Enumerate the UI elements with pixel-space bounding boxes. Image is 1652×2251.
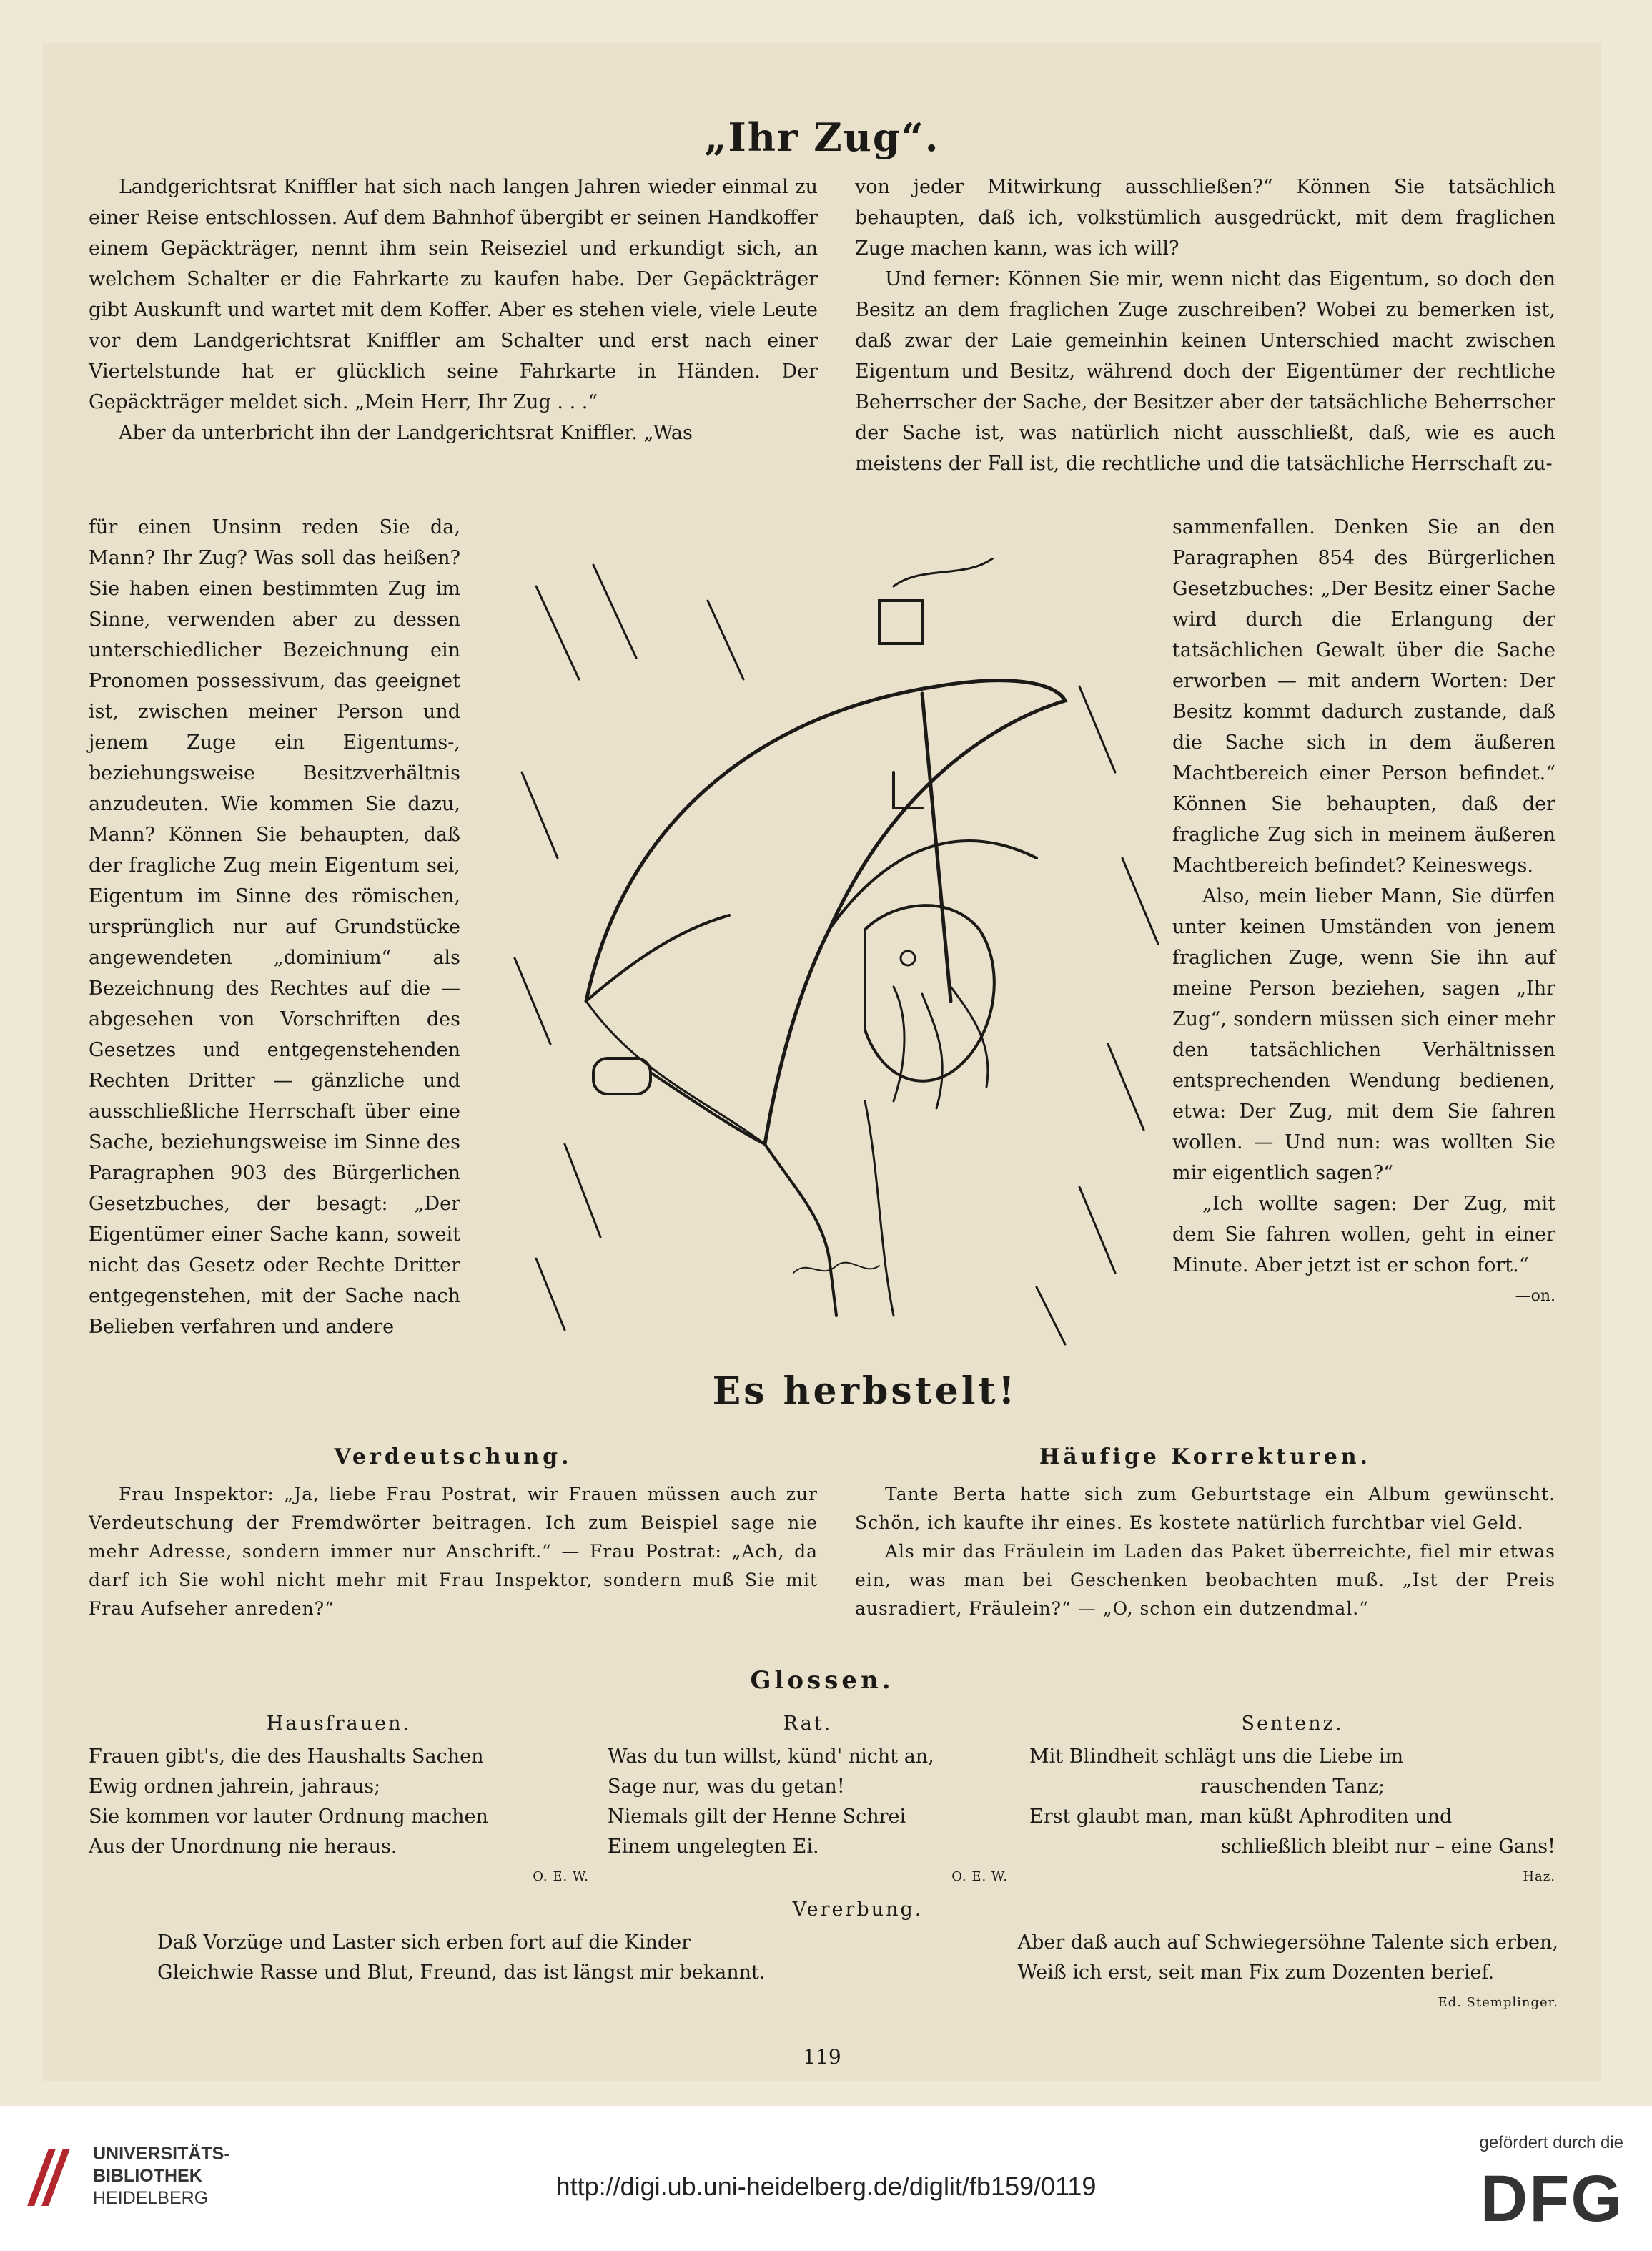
poem-vererbung-title: Vererbung. [792, 1898, 924, 1921]
article-right-column [1172, 512, 1555, 1311]
intro-paragraph-1: Landgerichtsrat Kniffler hat sich nach langen Jahren wieder einmal zu einer Reise entschlossen. Auf dem Bahnhof übergibt er seinen Handkoffer einem Gepäckträger, nennt ihm sein Reiseziel und erkundigt sich, an welchem Schalter er die Fahrkarte zu kaufen habe. Der Gepäckträger gibt Auskunft und wartet mit dem Koffer. Aber es stehen viele, viele Leute vor dem Landgerichtsrat Kniffler am Schalter und erst nach einer Viertelstunde hat er glücklich seine Fahrkarte in Händen. Der Gepäckträger meldet sich. „Mein Herr, Ihr Zug . . .“ [89, 176, 818, 413]
poem-line: Ewig ordnen jahrein, jahraus; [89, 1775, 381, 1798]
illustration-caption: Es herbstelt! [712, 1369, 1018, 1413]
institution-line-3: HEIDELBERG [93, 2188, 209, 2208]
poem-line: Frauen gibt's, die des Haushalts Sachen [89, 1745, 484, 1768]
poem-line: Weiß ich erst, seit man Fix zum Dozenten berief. [1017, 1961, 1495, 1984]
funded-by-text: gefördert durch die [1479, 2133, 1623, 2152]
article-right-top [855, 172, 1555, 479]
poem-hausfrauen-title: Hausfrauen. [266, 1713, 412, 1735]
poem-line: Niemals gilt der Henne Schrei [608, 1806, 906, 1828]
right-top-paragraph-2: Und ferner: Können Sie mir, wenn nicht das Eigentum, so doch den Besitz an dem fraglichen Zuge zuschreiben? Wobei zu bemerken ist, daß zwar der Laie gemeinhin keinen Unterschied macht zwischen Eigentum und Besitz, während doch der Eigentümer der rechtliche Beherrscher der Sache, der Besitzer aber der tatsächliche Beherrscher der Sache ist, was natürlich nicht ausschließt, daß, wie es auch meistens der Fall ist, die rechtliche und die tatsächliche Herrschaft zu- [855, 268, 1555, 475]
korrekturen-paragraph-1: Tante Berta hatte sich zum Geburtstage ein Album gewünscht. Schön, ich kaufte ihr eines. Es kostete natürlich furchtbar viel Geld. [855, 1484, 1555, 1533]
magazine-page [43, 43, 1601, 2081]
poem-author: Haz. [1523, 1869, 1555, 1884]
right-column-paragraph-1: sammenfallen. Denken Sie an den Paragraphen 854 des Bürgerlichen Gesetzbuches: „Der Besitz einer Sache wird durch die Erlangung der tatsächlichen Gewalt über die Sache erworben — mit andern Worten: Der Besitz kommt dadurch zustande, daß die Sache sich in dem äußeren Machtbereich einer Person befindet.“ Können Sie behaupten, daß der fragliche Zug sich in meinem äußeren Machtbereich befindet? Keineswegs. [1172, 516, 1555, 877]
poem-vererbung [157, 1895, 1558, 2018]
poem-hausfrauen [89, 1709, 589, 1892]
poem-line: Mit Blindheit schlägt uns die Liebe im [1029, 1745, 1404, 1768]
right-top-paragraph-1: von jeder Mitwirkung ausschließen?“ Können Sie tatsächlich behaupten, daß ich, volkstümlich ausgedrückt, mit dem fraglichen Zuge machen kann, was ich will? [855, 176, 1555, 260]
poem-author: O. E. W. [533, 1869, 589, 1884]
verdeutschung-title: Verdeutschung. [334, 1444, 573, 1469]
poem-author: Ed. Stemplinger. [1438, 1995, 1558, 2010]
source-url-link[interactable]: http://digi.ub.uni-heidelberg.de/diglit/fb159/0119 [555, 2172, 1097, 2201]
poem-line: Gleichwie Rasse und Blut, Freund, das ist längst mir bekannt. [157, 1961, 766, 1984]
poem-sentenz-title: Sentenz. [1241, 1713, 1344, 1735]
poem-line: schließlich bleibt nur – eine Gans! [1221, 1836, 1555, 1858]
institution-line-1: UNIVERSITÄTS- [93, 2144, 230, 2164]
right-column-paragraph-3: „Ich wollte sagen: Der Zug, mit dem Sie fahren wollen, geht in einer Minute. Aber jetzt ist er schon fort.“ [1172, 1193, 1555, 1276]
poem-line: Einem ungelegten Ei. [608, 1836, 819, 1858]
poem-rat [608, 1709, 1008, 1892]
dfg-logo: DFG [1480, 2162, 1623, 2235]
article-title: „Ihr Zug“. [704, 114, 940, 160]
korrekturen-title: Häufige Korrekturen. [1039, 1444, 1372, 1469]
poem-rat-title: Rat. [783, 1713, 833, 1735]
article-signature: —on. [1515, 1287, 1555, 1305]
institution-line-2: BIBLIOTHEK [93, 2166, 202, 2186]
poem-line: Sie kommen vor lauter Ordnung machen [89, 1806, 488, 1828]
poem-line: Erst glaubt man, man küßt Aphroditen und [1029, 1806, 1453, 1828]
poem-line: Sage nur, was du getan! [608, 1775, 845, 1798]
page-number: 119 [803, 2045, 841, 2069]
poem-line: Aus der Unordnung nie heraus. [89, 1836, 397, 1858]
right-column-paragraph-2: Also, mein lieber Mann, Sie dürfen unter keinen Umständen von jenem fraglichen Zuge, wenn Sie ihn auf meine Person beziehen, sagen „Ihr Zug“, sondern müssen sich einer mehr den tatsächlichen Verhältnissen entsprechenden Wendung bedienen, etwa: Der Zug, mit dem Sie fahren wollen. — Und nun: was wollten Sie mir eigentlich sagen?“ [1172, 885, 1555, 1184]
verdeutschung-text [89, 1480, 818, 1623]
korrekturen-text [855, 1480, 1555, 1623]
footer-bar [0, 2106, 1652, 2251]
article-intro [89, 172, 818, 448]
poem-author: O. E. W. [951, 1869, 1008, 1884]
poem-line: Was du tun willst, künd' nicht an, [608, 1745, 934, 1768]
poem-line: rauschenden Tanz; [1200, 1775, 1385, 1798]
poem-line: Aber daß auch auf Schwiegersöhne Talente sich erben, [1017, 1931, 1558, 1954]
article-left-column [89, 512, 460, 1342]
poem-sentenz [1029, 1709, 1555, 1892]
left-column-text: für einen Unsinn reden Sie da, Mann? Ihr Zug? Was soll das heißen? Sie haben einen bestimmten Zug im Sinne, verwenden aber zu dessen unterschiedlicher Bezeichnung ein Pronomen possessivum, das geeignet ist, zwischen meiner Person und jenem Zuge ein Eigentums-, beziehungsweise Besitzverhältnis anzudeuten. Wie kommen Sie dazu, Mann? Können Sie behaupten, daß der fragliche Zug mein Eigentum sei, Eigentum im Sinne des römischen, ursprünglich nur auf Grundstücke angewendeten „dominium“ als Bezeichnung des Rechtes auf die — abgesehen von Vorschriften des Gesetzes und entgegenstehenden Rechten Dritter — gänzliche und ausschließliche Herrschaft über eine Sache, beziehungsweise im Sinne des Paragraphen 903 des Bürgerlichen Gesetzbuches, der besagt: „Der Eigentümer einer Sache kann, soweit nicht das Gesetz oder Rechte Dritter entgegenstehen, mit der Sache nach Belieben verfahren und andere [89, 516, 460, 1338]
intro-paragraph-2: Aber da unterbricht ihn der Landgerichtsrat Kniffler. „Was [119, 422, 693, 444]
glossen-title: Glossen. [750, 1666, 894, 1695]
korrekturen-paragraph-2: Als mir das Fräulein im Laden das Paket überreichte, fiel mir etwas ein, was man bei Geschenken beobachten muß. „Ist der Preis ausradiert, Fräulein?“ — „O, schon ein dutzendmal.“ [855, 1541, 1555, 1619]
verdeutschung-paragraph: Frau Inspektor: „Ja, liebe Frau Postrat, wir Frauen müssen auch zur Verdeutschung der Fremdwörter beitragen. Ich zum Beispiel sage nie mehr Adresse, sondern immer nur Anschrift.“ — Frau Postrat: „Ach, da darf ich Sie wohl nicht mehr mit Frau Inspektor, sondern muß Sie mit Frau Aufseher anreden?“ [89, 1484, 818, 1619]
umbrella-illustration [493, 558, 1194, 1366]
poem-line: Daß Vorzüge und Laster sich erben fort auf die Kinder [157, 1931, 691, 1954]
